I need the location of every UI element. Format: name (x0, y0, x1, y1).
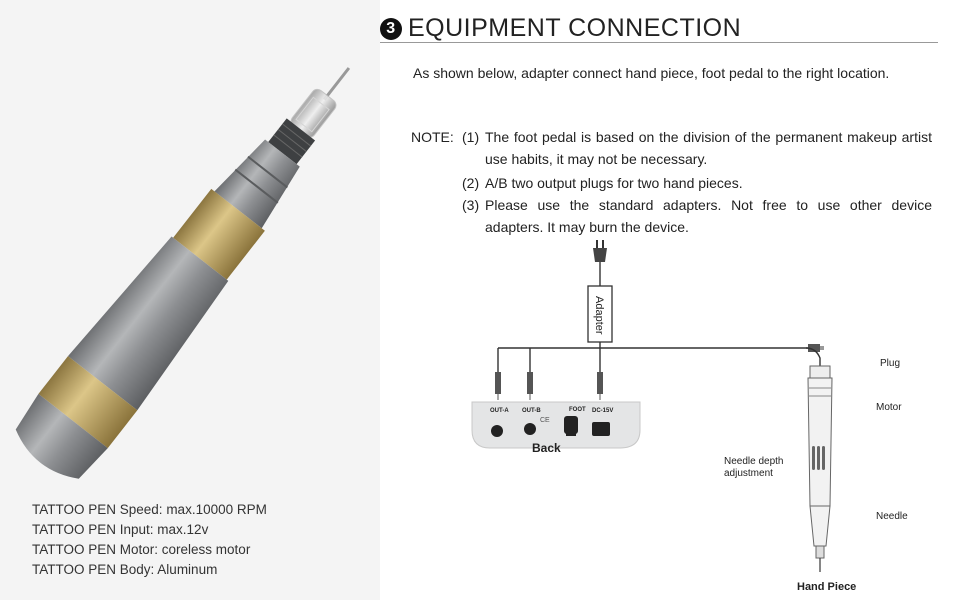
section-title-text: EQUIPMENT CONNECTION (408, 14, 742, 42)
back-label: Back (532, 441, 561, 455)
foot-label: FOOT (569, 407, 586, 413)
spec-motor: TATTOO PEN Motor: coreless motor (32, 542, 251, 557)
dc-label: DC-15V (592, 408, 614, 414)
title-divider (380, 42, 938, 43)
spec-list (32, 500, 267, 580)
step-number-badge: 3 (380, 18, 402, 40)
out-b-port (524, 423, 536, 435)
svg-text:CE: CE (540, 417, 550, 424)
note-label: NOTE: (411, 129, 454, 145)
tattoo-pen-image (0, 40, 390, 480)
needle-depth-label-line2: adjustment (724, 468, 773, 479)
needle-depth-label-line1: Needle depth (724, 456, 784, 467)
wall-plug-icon (593, 240, 607, 286)
spec-body: TATTOO PEN Body: Aluminum (32, 562, 218, 577)
hand-piece-plug-icon (806, 344, 824, 368)
hand-piece-label: Hand Piece (797, 581, 857, 593)
hand-piece-icon (808, 366, 832, 572)
foot-port (564, 416, 578, 434)
adapter-label: Adapter (593, 296, 605, 335)
dc-port (592, 422, 610, 436)
product-photo-panel (0, 0, 380, 600)
spec-speed: TATTOO PEN Speed: max.10000 RPM (32, 502, 267, 517)
out-b-label: OUT-B (522, 408, 541, 414)
intro-text: As shown below, adapter connect hand piece, foot pedal to the right location. (413, 65, 890, 81)
connection-diagram (460, 236, 940, 598)
spec-input: TATTOO PEN Input: max.12v (32, 522, 209, 537)
section-title (380, 14, 741, 43)
out-a-label: OUT-A (490, 408, 509, 414)
plug-label: Plug (880, 358, 901, 369)
out-a-port (491, 425, 503, 437)
needle-label: Needle (876, 511, 908, 522)
motor-label: Motor (876, 402, 902, 413)
